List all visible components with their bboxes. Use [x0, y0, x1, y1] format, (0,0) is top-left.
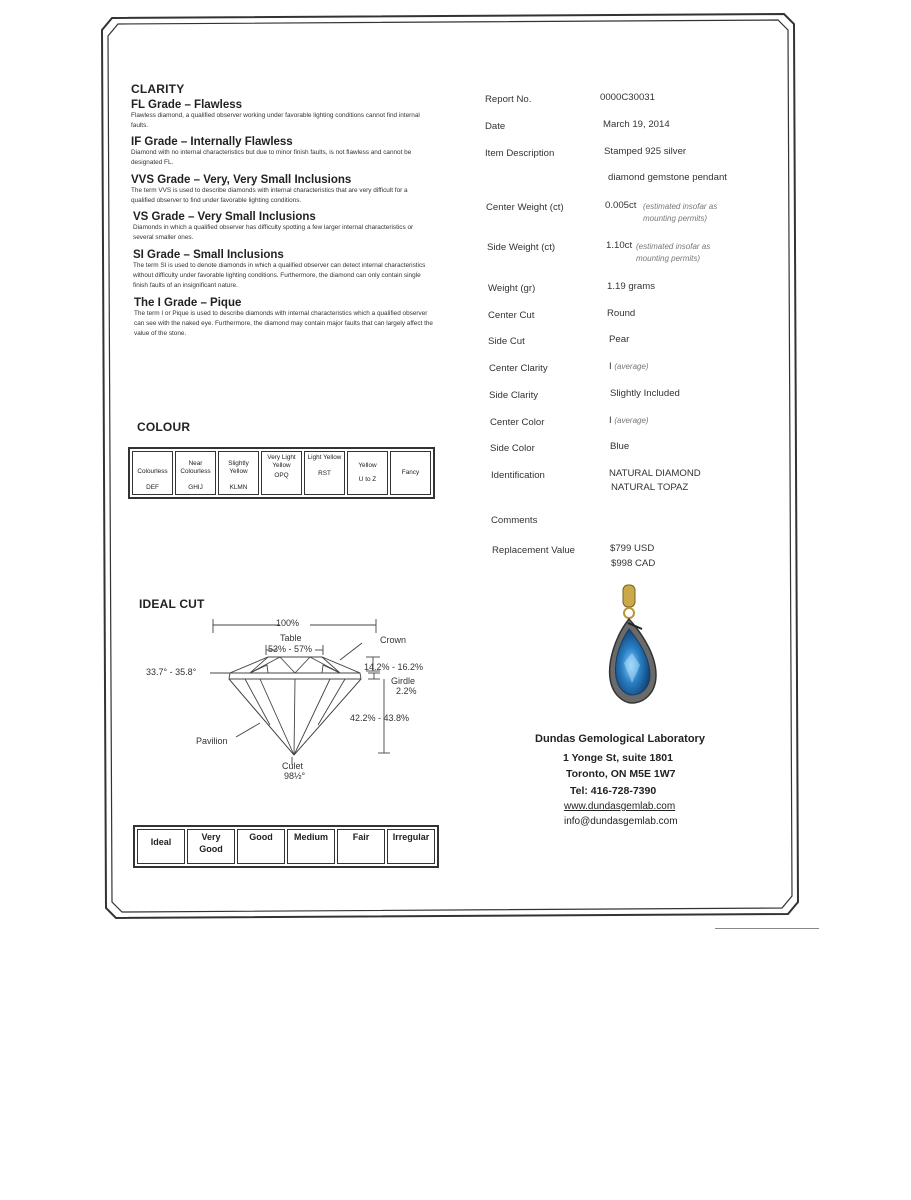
colour-name: Colourless — [137, 468, 168, 475]
grade-text: The term SI is used to denote diamonds in which a qualified observer can detect internal characteristics without difficulty under favorable lighting conditions. Furthermore, the diamond can only contain single finish faults of an insignificant nature. — [133, 262, 426, 289]
colour-cell — [218, 451, 259, 495]
center-cut-value: Round — [607, 308, 636, 319]
cut-grade-cell: Irregular — [387, 829, 435, 864]
grade-heading: FL Grade – Flawless — [131, 99, 243, 111]
lab-website-link[interactable]: www.dundasgemlab.com — [564, 801, 676, 812]
weight-label: Weight (gr) — [488, 283, 536, 294]
weight-value: 1.19 grams — [607, 281, 655, 292]
date-label: Date — [485, 121, 506, 132]
center-weight-label: Center Weight (ct) — [486, 202, 564, 213]
diagram-crown-height: 14.2% - 16.2% — [364, 662, 424, 672]
colour-name: Very Light Yellow — [267, 454, 296, 469]
colour-name: Light Yellow — [307, 454, 342, 461]
cut-grade-cell: Medium — [287, 829, 335, 864]
lab-name: Dundas Gemological Laboratory — [535, 733, 705, 745]
side-color-label: Side Color — [490, 443, 535, 454]
identification-value-2: NATURAL TOPAZ — [611, 482, 689, 493]
grade-text: Flawless diamond, a qualified observer working under favorable lighting conditions cannot find internal faults. — [131, 112, 420, 129]
center-clarity-value — [609, 361, 649, 372]
lab-email[interactable]: info@dundasgemlab.com — [564, 816, 678, 827]
replacement-value-label: Replacement Value — [492, 545, 576, 556]
side-cut-value: Pear — [609, 334, 630, 345]
colour-range: U to Z — [358, 476, 377, 483]
colour-range: OPQ — [274, 472, 289, 479]
center-color-label: Center Color — [490, 417, 545, 428]
item-description-label: Item Description — [485, 148, 555, 159]
colour-cell — [304, 451, 345, 495]
colour-cell — [175, 451, 216, 495]
diagram-table-range: 53% - 57% — [268, 644, 313, 654]
diamond-proportion-diagram — [140, 615, 440, 785]
pendant-photo — [602, 583, 662, 713]
side-weight-note: (estimated insofar as mounting permits) — [636, 242, 711, 263]
item-description-value: Stamped 925 silver — [604, 146, 687, 157]
center-cut-label: Center Cut — [488, 310, 535, 321]
center-clarity-grade: I — [609, 361, 612, 372]
cut-grade-cell: Very Good — [187, 829, 235, 864]
lab-address-1: 1 Yonge St, suite 1801 — [563, 752, 673, 764]
diagram-crown-angle: 33.7° - 35.8° — [146, 667, 197, 677]
replacement-value-cad: $998 CAD — [611, 558, 656, 569]
side-cut-label: Side Cut — [488, 336, 525, 347]
colour-cell — [390, 451, 431, 495]
clarity-grade-i — [134, 297, 434, 339]
diagram-girdle-value: 2.2% — [396, 686, 417, 696]
diagram-table-label: Table — [280, 633, 302, 643]
ideal-cut-title: IDEAL CUT — [139, 597, 205, 611]
clarity-grade-vs — [133, 211, 423, 243]
report-no-value: 0000C30031 — [600, 92, 655, 103]
diagram-pavilion-label: Pavilion — [196, 736, 228, 746]
clarity-grade-fl — [131, 99, 431, 131]
colour-range: KLMN — [229, 484, 248, 491]
colour-range: GHIJ — [188, 484, 203, 491]
side-clarity-value: Slightly Included — [610, 388, 680, 399]
center-color-grade: I — [609, 415, 612, 426]
colour-range: DEF — [146, 484, 159, 491]
report-no-label: Report No. — [485, 94, 532, 105]
comments-label: Comments — [491, 515, 538, 526]
center-clarity-label: Center Clarity — [489, 363, 548, 374]
grade-heading: IF Grade – Internally Flawless — [131, 136, 293, 148]
diagram-culet-label: Culet — [282, 761, 304, 771]
grade-text: Diamond with no internal characteristics but due to minor finish faults, is not flawless and cannot be designated FL. — [131, 149, 412, 166]
grade-text: The term I or Pique is used to describe diamonds with internal characteristics which a qualified observer can see with the naked eye. Furthermore, the diamond may contain major faults that can largely affect the value of the stone. — [134, 310, 433, 337]
center-weight-note: (estimated insofar as mounting permits) — [643, 202, 718, 223]
colour-cell — [261, 451, 302, 495]
clarity-grade-vvs — [131, 174, 421, 206]
clarity-grade-if — [131, 136, 421, 168]
grade-heading: VS Grade – Very Small Inclusions — [133, 211, 316, 223]
clarity-title: CLARITY — [131, 82, 185, 96]
center-clarity-note: (average) — [614, 362, 649, 371]
center-weight-value — [605, 200, 636, 211]
lab-address-2: Toronto, ON M5E 1W7 — [566, 768, 676, 780]
side-weight-value: 1.10ct — [606, 240, 633, 251]
clarity-grade-si — [133, 249, 433, 291]
diagram-crown-label: Crown — [380, 635, 407, 645]
grade-heading: SI Grade – Small Inclusions — [133, 249, 284, 261]
grade-text: Diamonds in which a qualified observer has difficulty spotting a few larger internal characteristics or several smaller ones. — [133, 224, 414, 241]
colour-name: Slightly Yellow — [228, 460, 249, 475]
grade-heading: The I Grade – Pique — [134, 297, 242, 309]
grade-heading: VVS Grade – Very, Very Small Inclusions — [131, 174, 352, 186]
colour-range: RST — [318, 470, 331, 477]
colour-scale — [128, 447, 435, 499]
identification-label: Identification — [491, 470, 545, 481]
lab-telephone: Tel: 416-728-7390 — [570, 785, 657, 797]
cut-grade-scale — [133, 825, 439, 868]
center-weight-amount: 0.005ct — [605, 200, 637, 211]
colour-name: Yellow — [358, 462, 377, 469]
date-value: March 19, 2014 — [603, 119, 670, 130]
colour-name: Near Colourless — [180, 460, 211, 475]
diagram-total: 100% — [276, 618, 300, 628]
cut-grade-cell: Fair — [337, 829, 385, 864]
item-description-value-2: diamond gemstone pendant — [608, 172, 727, 183]
replacement-value-usd: $799 USD — [610, 543, 655, 554]
colour-name: Fancy — [401, 469, 420, 476]
identification-value-1: NATURAL DIAMOND — [609, 468, 701, 479]
center-color-value — [609, 415, 649, 426]
colour-title: COLOUR — [137, 420, 191, 434]
cut-grade-cell: Ideal — [137, 829, 185, 864]
scan-artifact-line — [715, 928, 819, 929]
diagram-culet-value: 98½° — [284, 771, 306, 781]
grade-text: The term VVS is used to describe diamonds with internal characteristics that are very difficult for a qualified observer to find under favorable lighting conditions. — [131, 187, 408, 204]
side-weight-label: Side Weight (ct) — [487, 242, 556, 253]
side-color-value: Blue — [610, 441, 630, 452]
center-color-note: (average) — [614, 416, 649, 425]
diagram-girdle-label: Girdle — [391, 676, 416, 686]
colour-cell — [347, 451, 388, 495]
colour-cell — [132, 451, 173, 495]
cut-grade-cell: Good — [237, 829, 285, 864]
diagram-pavilion-depth: 42.2% - 43.8% — [350, 713, 410, 723]
side-clarity-label: Side Clarity — [489, 390, 539, 401]
